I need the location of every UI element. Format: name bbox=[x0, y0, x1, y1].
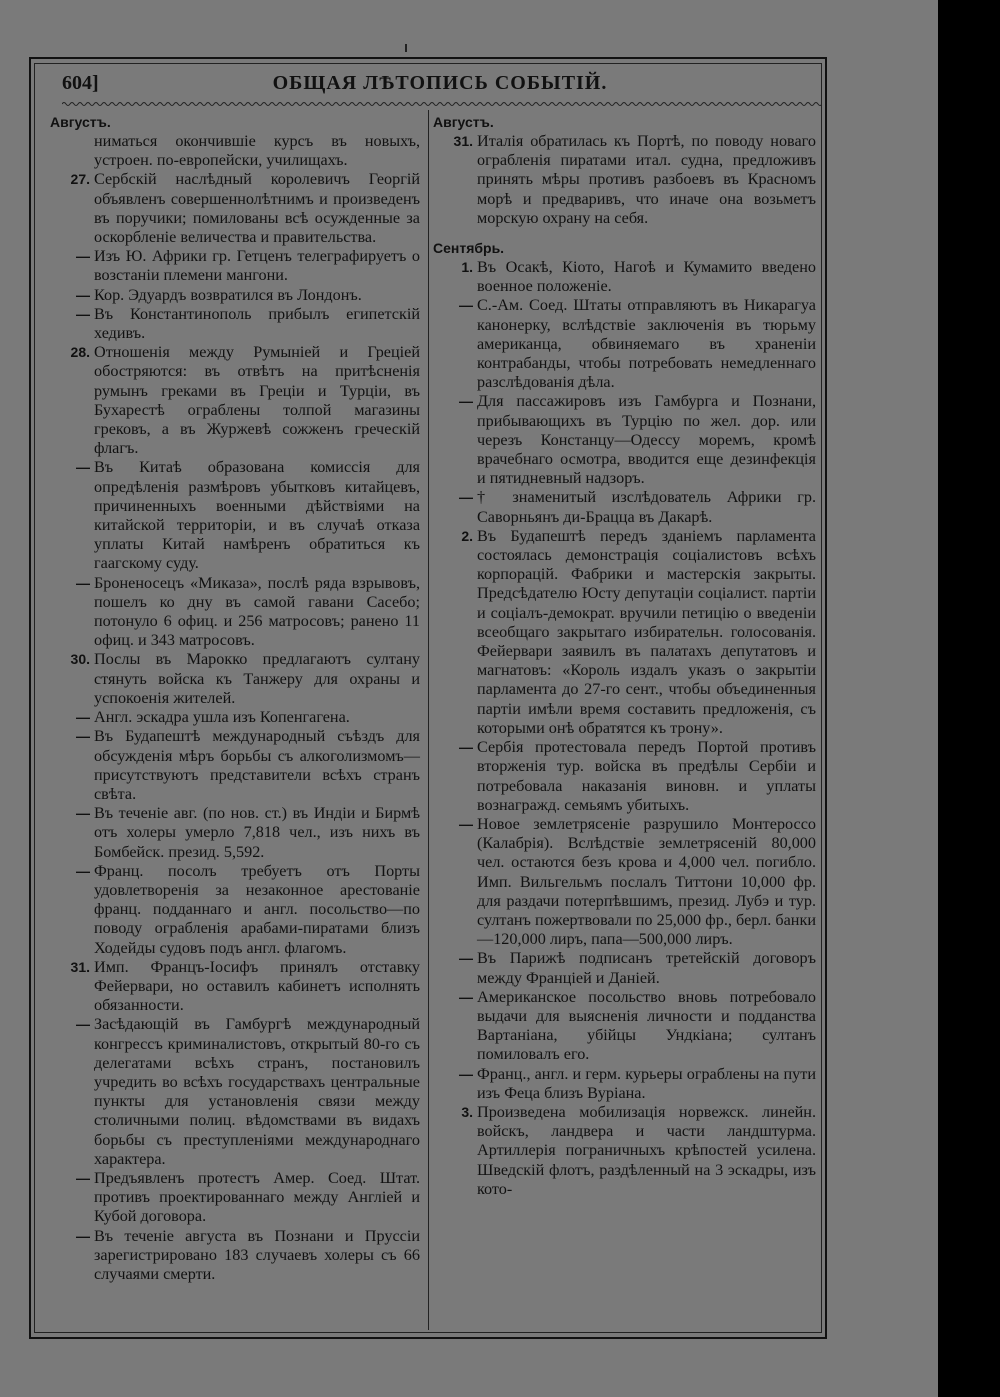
entry-text: Для пассажировъ изъ Гамбурга и Познани, прибывающихъ въ Турцію по жел. дор. или черезъ Констанцу—Одессу моремъ, кромѣ врачебнаго осмотра, вводится еще дезинфекція и пятидневный надзоръ. bbox=[477, 392, 816, 488]
right-entry-list-august bbox=[433, 132, 816, 228]
entry-text: Отношенія между Румыніей и Греціей обостряются: въ отвѣтъ на притѣсненія румынъ греками въ Греціи и Турціи, въ Бухарестѣ ограблены толпой магазины грековъ, а въ Журжевѣ сожженъ греческій флагъ. bbox=[94, 343, 420, 458]
entry-text: Кор. Эдуардъ возвратился въ Лондонъ. bbox=[94, 285, 362, 304]
list-item bbox=[50, 458, 420, 573]
entry-text: Въ теченіе авг. (по нов. ст.) въ Индіи и Бирмѣ отъ холеры умерло 7,818 чел., изъ нихъ въ Бомбейск. презид. 5,592. bbox=[94, 804, 420, 861]
entry-text: Въ Осакѣ, Кіото, Нагоѣ и Кумамито введено военное положеніе. bbox=[477, 258, 816, 296]
entry-marker: — bbox=[459, 988, 473, 1005]
list-item bbox=[50, 958, 420, 1016]
entry-marker: — bbox=[76, 459, 90, 476]
page-header bbox=[60, 72, 820, 100]
list-item bbox=[50, 1169, 420, 1227]
entry-marker: 31. bbox=[70, 958, 90, 975]
entry-text: С.-Ам. Соед. Штаты отправляютъ въ Никарагуа канонерку, вслѣдствіе заключенія въ тюрьму американца, обвиняемаго въ храненіи контрабанды, чтобы потребовать немедленнаго разслѣдованія дѣла. bbox=[477, 296, 816, 392]
entry-text: Имп. Францъ-Іосифъ принялъ отставку Фейервари, но оставилъ кабинетъ исполнять обязанности. bbox=[94, 957, 420, 1015]
list-item bbox=[50, 286, 420, 305]
entry-marker: 28. bbox=[70, 344, 90, 361]
list-item bbox=[50, 1227, 420, 1285]
entry-marker: — bbox=[459, 489, 473, 506]
list-item bbox=[433, 1065, 816, 1103]
entry-marker: 27. bbox=[70, 171, 90, 188]
entry-marker: — bbox=[459, 393, 473, 410]
page-number: 604] bbox=[62, 72, 99, 94]
entry-text: Броненосецъ «Миказа», послѣ ряда взрывовъ, пошелъ ко дну въ самой гавани Сасебо; потонуло 6 офиц. и 256 матросовъ; ранено 11 офиц. и 343 матросовъ. bbox=[94, 573, 420, 650]
entry-text: Засѣдающій въ Гамбургѣ международный конгрессъ криминалистовъ, открытый 80-го съ делегатами всѣхъ странъ, постановилъ учредить во всѣхъ государствахъ центральные пункты для установленія связи между столичными полиц. вѣдомствами въ видахъ борьбы съ преступленіями международнаго характера. bbox=[94, 1015, 420, 1168]
list-item bbox=[50, 574, 420, 651]
list-item bbox=[50, 170, 420, 247]
list-item bbox=[50, 862, 420, 958]
list-item bbox=[50, 305, 420, 343]
list-item bbox=[50, 650, 420, 708]
entry-text: Американское посольство вновь потребовало выдачи для выясненія личности и подданства Вартаніана, убійцы Ундкіана; султанъ помиловалъ его. bbox=[477, 987, 816, 1064]
entry-text: Англ. эскадра ушла изъ Копенгагена. bbox=[94, 708, 350, 727]
entry-marker: — bbox=[459, 739, 473, 756]
right-entry-list-september bbox=[433, 258, 816, 1199]
entry-text: Новое землетрясеніе разрушило Монтероссо (Калабрія). Вслѣдствіе землетрясеній 80,000 чел. остаются безъ крова и 4,000 чел. погибло. Имп. Вильгельмъ послалъ Титтони 10,000 фр. для раздачи потерпѣвшимъ, презид. Лубэ и тур. султанъ пожертвовали по 25,000 фр., берл. банки—120,000 лиръ, папа—500,000 лиръ. bbox=[477, 814, 816, 949]
list-item bbox=[433, 132, 816, 228]
entry-text: Въ Будапештѣ международный съѣздъ для обсужденія мѣръ борьбы съ алкоголизмомъ—присутствуютъ представители всѣхъ странъ свѣта. bbox=[94, 727, 420, 803]
entry-marker: 3. bbox=[461, 1103, 473, 1120]
list-item bbox=[433, 1103, 816, 1199]
entry-text: Италія обратилась къ Портѣ, по поводу новаго ограбленія пиратами итал. судна, предложивъ принять мѣры противъ разбоевъ въ Красномъ морѣ и предваривъ, что иначе она возьметъ морскую охрану на себя. bbox=[477, 132, 816, 227]
entry-marker: 30. bbox=[70, 651, 90, 668]
list-item bbox=[433, 949, 816, 987]
list-item bbox=[433, 738, 816, 815]
right-column bbox=[433, 112, 816, 1199]
entry-marker: 1. bbox=[461, 259, 473, 276]
entry-text: Въ теченіе августа въ Познани и Пруссіи зарегистрировано 183 случаевъ холеры съ 66 случаями смерти. bbox=[94, 1226, 420, 1283]
list-item bbox=[433, 815, 816, 949]
entry-marker: — bbox=[76, 1016, 90, 1033]
entry-marker: — bbox=[76, 574, 90, 591]
list-item bbox=[50, 804, 420, 862]
entry-marker: — bbox=[76, 728, 90, 745]
entry-text: Франц., англ. и герм. курьеры ограблены на пути изъ Феца близъ Вуріана. bbox=[477, 1064, 816, 1102]
continuation-entry bbox=[50, 132, 420, 170]
wavy-rule bbox=[62, 100, 822, 108]
month-heading: Августъ. bbox=[50, 114, 111, 130]
entry-marker: — bbox=[76, 805, 90, 822]
entry-text: Послы въ Марокко предлагаютъ султану стянуть войска къ Танжеру для охраны и успокоенія жителей. bbox=[94, 650, 420, 707]
running-title: ОБЩАЯ ЛѢТОПИСЬ СОБЫТІЙ. bbox=[272, 72, 608, 94]
list-item bbox=[50, 727, 420, 804]
list-item bbox=[50, 708, 420, 727]
entry-text: Въ Будапештѣ передъ зданіемъ парламента состоялась демонстрація соціалистовъ всѣхъ корпорацій. Фабрики и мастерскія закрыты. Предсѣдателю Юсту депутаціи соціалист. партіи и соціалъ-демократ. вручили петицію о введеніи всеобщаго закрытаго избирательн. голосованія. Фейервари заявилъ въ палатахъ депутатовъ и магнатовъ: «Король издалъ указъ о закрытіи парламента до 27-го сент., чтобы объединенныя партіи имѣли время составить предложенія, съ которыми онѣ обратятся къ трону». bbox=[477, 526, 816, 737]
month-heading: Августъ. bbox=[433, 114, 494, 130]
entry-marker: — bbox=[76, 862, 90, 879]
entry-marker: — bbox=[76, 305, 90, 322]
left-column bbox=[50, 112, 420, 1284]
entry-marker: — bbox=[76, 1169, 90, 1186]
entry-text: Сербскій наслѣдный королевичъ Георгій объявленъ совершеннолѣтнимъ и произведенъ въ поручики; помилованы всѣ осужденные за оскорбленіе величества и правительства. bbox=[94, 170, 420, 247]
column-divider bbox=[428, 110, 429, 1330]
entry-text: Въ Константинополь прибылъ египетскій хедивъ. bbox=[94, 304, 420, 343]
list-item bbox=[433, 527, 816, 738]
entry-marker: — bbox=[459, 297, 473, 314]
list-item bbox=[50, 247, 420, 285]
entry-marker: — bbox=[459, 950, 473, 967]
list-item bbox=[50, 1015, 420, 1169]
entry-marker: 31. bbox=[453, 133, 473, 149]
top-tick-mark bbox=[405, 44, 407, 52]
list-item bbox=[433, 296, 816, 392]
entry-text: Сербія протестовала передъ Портой противъ вторженія тур. войска въ предѣлы Сербіи и потребовала наказанія виновн. и уплаты вознагражд. семьямъ убитыхъ. bbox=[477, 738, 816, 814]
entry-marker: 2. bbox=[461, 527, 473, 544]
entry-text: Въ Китаѣ образована комиссія для опредѣленія размѣровъ убытковъ китайцевъ, причиненныхъ военными дѣйствіями на китайской территоріи, и въ случаѣ отказа уплаты Китай намѣренъ обратиться къ гаагскому суду. bbox=[94, 458, 420, 573]
month-heading: Сентябрь. bbox=[433, 240, 505, 257]
entry-text: Изъ Ю. Африки гр. Гетценъ телеграфируетъ о возстаніи племени мангони. bbox=[94, 247, 420, 285]
list-item bbox=[433, 488, 816, 526]
entry-text: Въ Парижѣ подписанъ третейскій договоръ между Франціей и Даніей. bbox=[477, 949, 816, 987]
list-item bbox=[433, 258, 816, 296]
entry-marker: — bbox=[459, 1065, 473, 1082]
entry-marker: — bbox=[76, 709, 90, 726]
entry-text: Произведена мобилизація норвежск. линейн. войскъ, ландвера и части ландштурма. Артиллерія пограничныхъ крѣпостей усилена. Шведскій флотъ, раздѣленный на 3 эскадры, изъ кото- bbox=[477, 1102, 816, 1198]
entry-marker: — bbox=[76, 1227, 90, 1244]
entry-text: Франц. посолъ требуетъ отъ Порты удовлетворенія за незаконное арестованіе франц. подданнаго и англ. посольство—по поводу ограбленія арабами-пиратами близъ Ходейды судовъ подъ англ. флагомъ. bbox=[94, 861, 420, 957]
left-entry-list bbox=[50, 170, 420, 1284]
list-item bbox=[50, 343, 420, 458]
entry-marker: — bbox=[76, 248, 90, 265]
entry-text: † знаменитый изслѣдователь Африки гр. Саворньянъ ди-Брацца въ Дакарѣ. bbox=[477, 488, 816, 526]
list-item bbox=[433, 988, 816, 1065]
entry-text: Предъявленъ протестъ Амер. Соед. Штат. противъ проектированнаго между Англіей и Кубой договора. bbox=[94, 1168, 420, 1226]
entry-marker: — bbox=[459, 815, 473, 832]
entry-text: ниматься окончившіе курсъ въ новыхъ, устроен. по-европейски, училищахъ. bbox=[94, 132, 420, 170]
list-item bbox=[433, 392, 816, 488]
entry-marker: — bbox=[76, 286, 90, 303]
